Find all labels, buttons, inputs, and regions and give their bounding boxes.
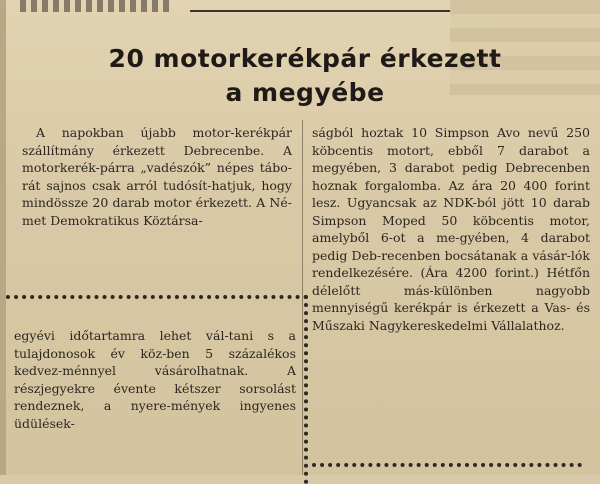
side-article-column <box>14 327 296 432</box>
top-rule <box>190 10 450 12</box>
article-column-left <box>22 124 292 229</box>
side-article-text: egyévi időtartamra lehet vál-tani s a tulajdonosok év köz-ben 5 százalékos kedvez-ménnyel vásárolhatnak. A részjegyekre évente kétszer sorsolást rendeznek, a nyere-mények ingyenes üdülések- <box>14 328 296 431</box>
article-headline <box>70 42 540 110</box>
article-column-right <box>312 124 590 334</box>
cropped-text-top-left <box>20 0 170 12</box>
headline-line-2: a megyébe <box>225 78 385 107</box>
bottom-dotted-rule <box>312 463 582 471</box>
article-paragraph-1: A napokban újabb motor-kerékpár szállítmány érkezett Debrecenbe. A motorkerék-párra „vadészók” népes tábo-rát sajnos csak arról tudósít-hatjuk, hogy mindössze 20 darab motor érkezett. A Né-met Demokratikus Köztársa- <box>22 125 292 228</box>
headline-line-1: 20 motorkerékpár érkezett <box>108 44 502 73</box>
article-paragraph-2: ságból hoztak 10 Simpson Avo nevű 250 köbcentis motort, ebből 7 darabot a megyében, 3 darabot pedig Debrecenben hoznak forgalomba. Az ára 20 400 forint lesz. Ugyancsak az NDK-ból jött 10 darab Simpson Moped 50 köbcentis motor, amelyből 6-ot a me-gyében, 4 darabot pedig Deb-recenben bocsátanak a vásár-lók rendelkezésére. (Ára 4200 forint.) Hétfőn délelőtt más-különben nagyobb mennyiségű kerékpár is érkezett a Vas- és Műszaki Nagykereskedelmi Vállalathoz. <box>312 125 590 333</box>
